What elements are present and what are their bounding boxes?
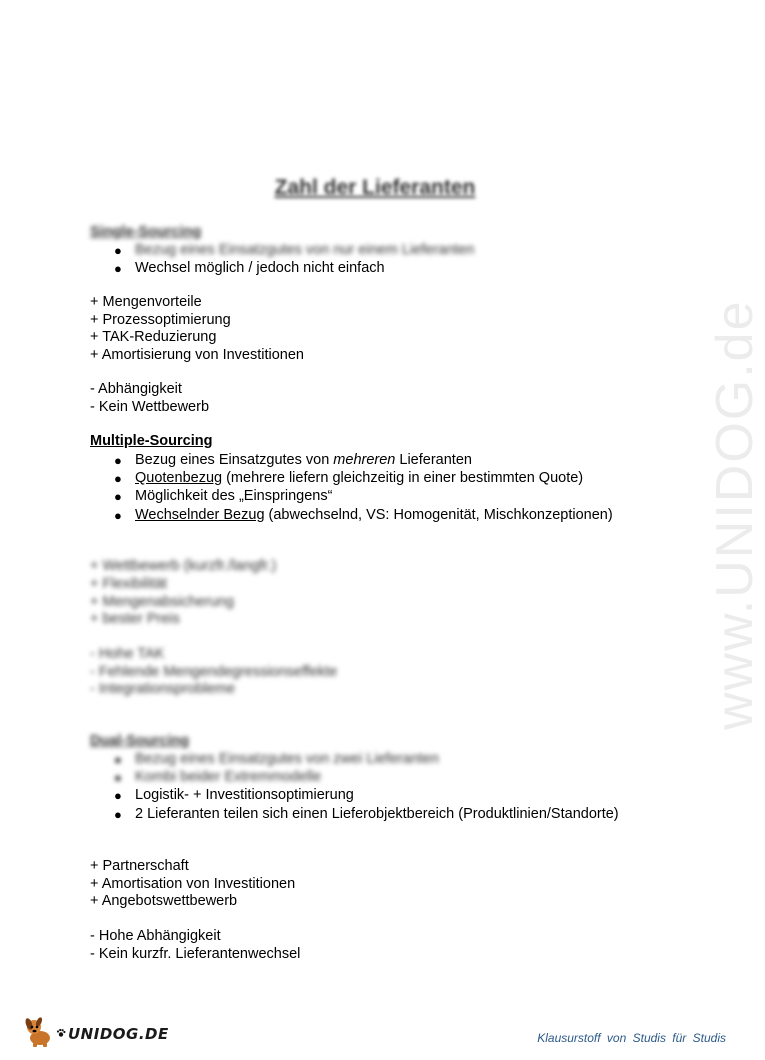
logo-text: UNIDOG.DE xyxy=(68,1024,169,1043)
dual-pro-1: + Partnerschaft xyxy=(90,858,189,874)
single-pro-3: + TAK-Reduzierung xyxy=(90,329,217,345)
dual-sourcing-heading: Dual-Sourcing xyxy=(90,733,190,749)
bullet-dot: ● xyxy=(114,770,122,785)
multiple-con-1: - Hohe TAK xyxy=(90,646,165,662)
dual-bullet-3: Logistik- + Investitionsoptimierung xyxy=(135,787,354,803)
bullet-dot: ● xyxy=(114,453,122,468)
multiple-bullet-4: Wechselnder Bezug (abwechselnd, VS: Homogenität, Mischkonzeptionen) xyxy=(135,507,613,523)
dual-bullet-2: Kombi beider Extremmodelle xyxy=(135,769,322,785)
dual-bullet-4: 2 Lieferanten teilen sich einen Lieferobjektbereich (Produktlinien/Standorte) xyxy=(135,806,619,822)
multiple-pro-3: + Mengenabsicherung xyxy=(90,594,234,610)
single-bullet-1: Bezug eines Einsatzgutes von nur einem Lieferanten xyxy=(135,242,475,258)
dog-icon xyxy=(22,1014,56,1053)
multiple-bullet-3: Möglichkeit des „Einspringens“ xyxy=(135,488,333,504)
multiple-con-2: - Fehlende Mengendegressionseffekte xyxy=(90,664,338,680)
multiple-bullet-1: Bezug eines Einsatzgutes von mehreren Lieferanten xyxy=(135,452,472,468)
single-pro-4: + Amortisierung von Investitionen xyxy=(90,347,304,363)
single-con-1: - Abhängigkeit xyxy=(90,381,182,397)
unidog-logo xyxy=(22,1014,169,1053)
dual-bullet-1: Bezug eines Einsatzgutes von zwei Lieferanten xyxy=(135,751,439,767)
multiple-pro-4: + bester Preis xyxy=(90,611,180,627)
multiple-bullet-2: Quotenbezug (mehrere liefern gleichzeitig in einer bestimmten Quote) xyxy=(135,470,584,486)
single-con-2: - Kein Wettbewerb xyxy=(90,399,210,415)
dual-pro-2: + Amortisation von Investitionen xyxy=(90,876,296,892)
bullet-dot: ● xyxy=(114,752,122,767)
bullet-dot: ● xyxy=(114,788,122,803)
watermark: www.UNIDOG.de xyxy=(706,299,764,730)
bullet-dot: ● xyxy=(114,243,122,258)
multiple-pro-2: + Flexibilität xyxy=(90,576,167,592)
dual-con-1: - Hohe Abhängigkeit xyxy=(90,928,221,944)
single-pro-2: + Prozessoptimierung xyxy=(90,312,231,328)
bullet-dot: ● xyxy=(114,261,122,276)
footer-slogan: Klausurstoff von Studis für Studis xyxy=(537,1031,726,1045)
single-sourcing-heading: Single-Sourcing xyxy=(90,224,202,240)
multiple-sourcing-heading: Multiple-Sourcing xyxy=(90,433,213,449)
dual-pro-3: + Angebotswettbewerb xyxy=(90,893,238,909)
single-bullet-2: Wechsel möglich / jedoch nicht einfach xyxy=(135,260,385,276)
bullet-dot: ● xyxy=(114,807,122,822)
dual-con-2: - Kein kurzfr. Lieferantenwechsel xyxy=(90,946,301,962)
paw-icon xyxy=(56,1025,66,1043)
bullet-dot: ● xyxy=(114,471,122,486)
single-pro-1: + Mengenvorteile xyxy=(90,294,202,310)
multiple-con-3: - Integrationsprobleme xyxy=(90,681,236,697)
multiple-pro-1: + Wettbewerb (kurzfr./langfr.) xyxy=(90,558,277,574)
bullet-dot: ● xyxy=(114,508,122,523)
bullet-dot: ● xyxy=(114,489,122,504)
page-title: Zahl der Lieferanten xyxy=(274,176,476,199)
